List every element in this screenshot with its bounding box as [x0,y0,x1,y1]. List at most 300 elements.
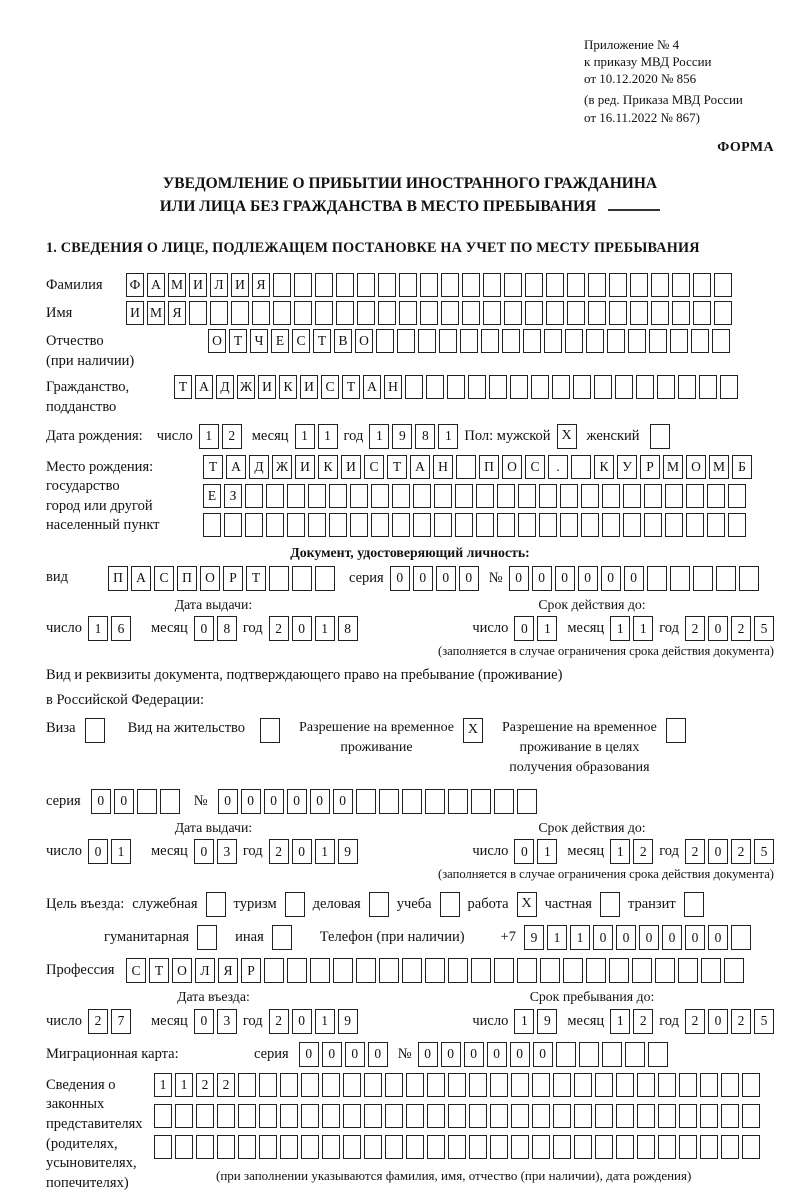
char-box[interactable] [595,1135,613,1159]
char-box[interactable] [707,513,725,537]
char-box[interactable]: Р [241,958,261,983]
char-box[interactable] [350,513,368,537]
char-box[interactable] [517,789,537,814]
char-box[interactable] [350,484,368,508]
char-box[interactable] [210,301,228,325]
char-box[interactable] [724,958,744,983]
char-box[interactable] [728,484,746,508]
char-box[interactable]: Ж [272,455,292,479]
char-box[interactable] [670,566,690,591]
char-box[interactable] [448,789,468,814]
residence-permit-checkbox[interactable] [260,718,280,743]
char-box[interactable] [343,1135,361,1159]
char-box[interactable] [657,375,675,399]
char-box[interactable] [137,789,157,814]
char-box[interactable] [336,301,354,325]
char-box[interactable] [609,301,627,325]
char-box[interactable] [483,273,501,297]
char-box[interactable]: 1 [295,424,315,449]
purpose-tourism-checkbox[interactable] [285,892,305,917]
char-box[interactable] [649,329,667,353]
char-box[interactable]: А [195,375,213,399]
purpose-other-checkbox[interactable] [272,925,292,950]
char-box[interactable]: Н [433,455,453,479]
char-box[interactable]: 0 [639,925,659,950]
char-box[interactable] [406,1073,424,1097]
char-box[interactable] [567,273,585,297]
char-box[interactable] [595,1104,613,1128]
char-box[interactable] [518,513,536,537]
char-box[interactable] [356,958,376,983]
char-box[interactable] [252,301,270,325]
char-box[interactable] [581,513,599,537]
char-box[interactable]: 1 [610,616,630,641]
char-box[interactable] [196,1104,214,1128]
char-box[interactable] [434,484,452,508]
char-box[interactable]: 0 [333,789,353,814]
char-box[interactable]: И [126,301,144,325]
char-box[interactable] [525,273,543,297]
char-box[interactable]: И [231,273,249,297]
char-box[interactable]: 0 [685,925,705,950]
char-box[interactable] [707,484,725,508]
char-box[interactable] [280,1135,298,1159]
char-box[interactable] [553,1104,571,1128]
char-box[interactable]: С [154,566,174,591]
char-box[interactable] [379,789,399,814]
char-box[interactable] [425,789,445,814]
char-box[interactable] [497,513,515,537]
char-box[interactable]: . [548,455,568,479]
char-box[interactable] [556,1042,576,1067]
char-box[interactable] [651,301,669,325]
char-box[interactable]: 1 [315,616,335,641]
char-box[interactable]: 1 [610,1009,630,1034]
char-box[interactable]: 8 [338,616,358,641]
char-box[interactable] [546,301,564,325]
char-box[interactable] [540,958,560,983]
char-box[interactable]: 1 [610,839,630,864]
char-box[interactable] [686,513,704,537]
char-box[interactable] [310,958,330,983]
char-box[interactable] [224,513,242,537]
char-box[interactable]: 9 [524,925,544,950]
char-box[interactable]: 2 [685,1009,705,1034]
char-box[interactable]: 2 [222,424,242,449]
char-box[interactable]: М [147,301,165,325]
char-box[interactable] [712,329,730,353]
char-box[interactable]: 0 [578,566,598,591]
char-box[interactable] [742,1104,760,1128]
temp-residence-checkbox[interactable]: X [463,718,483,743]
char-box[interactable] [231,301,249,325]
char-box[interactable] [588,301,606,325]
char-box[interactable]: 8 [415,424,435,449]
char-box[interactable]: 0 [487,1042,507,1067]
char-box[interactable] [721,1073,739,1097]
char-box[interactable] [648,1042,668,1067]
char-box[interactable]: 2 [633,839,653,864]
char-box[interactable]: О [200,566,220,591]
char-box[interactable]: 1 [111,839,131,864]
char-box[interactable]: 9 [338,1009,358,1034]
char-box[interactable] [301,1073,319,1097]
char-box[interactable] [322,1104,340,1128]
char-box[interactable]: 0 [708,839,728,864]
char-box[interactable] [259,1073,277,1097]
char-box[interactable] [565,329,583,353]
char-box[interactable]: 0 [708,616,728,641]
char-box[interactable]: С [292,329,310,353]
char-box[interactable] [552,375,570,399]
char-box[interactable]: 0 [418,1042,438,1067]
char-box[interactable] [586,958,606,983]
char-box[interactable] [329,513,347,537]
char-box[interactable]: О [172,958,192,983]
char-box[interactable] [294,301,312,325]
char-box[interactable] [560,484,578,508]
char-box[interactable]: С [525,455,545,479]
char-box[interactable] [418,329,436,353]
char-box[interactable] [563,958,583,983]
char-box[interactable]: 0 [218,789,238,814]
char-box[interactable]: 1 [315,839,335,864]
char-box[interactable]: 0 [624,566,644,591]
char-box[interactable] [196,1135,214,1159]
char-box[interactable]: К [318,455,338,479]
char-box[interactable]: И [300,375,318,399]
char-box[interactable] [356,789,376,814]
char-box[interactable] [523,329,541,353]
char-box[interactable]: Е [271,329,289,353]
char-box[interactable] [728,513,746,537]
char-box[interactable] [462,301,480,325]
char-box[interactable] [456,455,476,479]
char-box[interactable]: Т [203,455,223,479]
char-box[interactable]: 0 [555,566,575,591]
char-box[interactable] [301,1135,319,1159]
char-box[interactable] [517,958,537,983]
char-box[interactable] [502,329,520,353]
char-box[interactable] [665,484,683,508]
char-box[interactable]: Б [732,455,752,479]
char-box[interactable] [357,273,375,297]
char-box[interactable] [490,1104,508,1128]
char-box[interactable] [511,1135,529,1159]
char-box[interactable]: Т [174,375,192,399]
char-box[interactable]: Я [218,958,238,983]
char-box[interactable] [273,273,291,297]
char-box[interactable] [623,513,641,537]
char-box[interactable]: Я [252,273,270,297]
char-box[interactable]: 1 [154,1073,172,1097]
char-box[interactable]: 1 [633,616,653,641]
char-box[interactable] [269,566,289,591]
char-box[interactable] [469,1104,487,1128]
char-box[interactable] [287,513,305,537]
char-box[interactable] [469,1135,487,1159]
char-box[interactable] [670,329,688,353]
char-box[interactable] [385,1135,403,1159]
char-box[interactable] [469,1073,487,1097]
char-box[interactable] [609,273,627,297]
char-box[interactable]: Ж [237,375,255,399]
char-box[interactable] [553,1073,571,1097]
char-box[interactable]: 2 [731,1009,751,1034]
char-box[interactable] [399,301,417,325]
char-box[interactable] [406,1104,424,1128]
char-box[interactable]: 1 [369,424,389,449]
char-box[interactable]: Н [384,375,402,399]
char-box[interactable]: 0 [708,925,728,950]
char-box[interactable]: 1 [438,424,458,449]
char-box[interactable] [504,301,522,325]
purpose-humanitarian-checkbox[interactable] [197,925,217,950]
char-box[interactable]: 2 [731,616,751,641]
char-box[interactable] [497,484,515,508]
char-box[interactable] [616,1073,634,1097]
char-box[interactable]: 8 [217,616,237,641]
char-box[interactable] [160,789,180,814]
char-box[interactable] [511,1104,529,1128]
purpose-official-checkbox[interactable] [206,892,226,917]
char-box[interactable] [489,375,507,399]
char-box[interactable] [532,1104,550,1128]
char-box[interactable]: С [126,958,146,983]
char-box[interactable]: 0 [514,839,534,864]
char-box[interactable] [700,1135,718,1159]
char-box[interactable] [448,1073,466,1097]
char-box[interactable] [678,375,696,399]
purpose-study-checkbox[interactable] [440,892,460,917]
char-box[interactable] [623,484,641,508]
char-box[interactable]: 0 [292,839,312,864]
char-box[interactable]: 1 [570,925,590,950]
char-box[interactable] [379,958,399,983]
char-box[interactable]: 9 [338,839,358,864]
char-box[interactable] [238,1073,256,1097]
char-box[interactable] [217,1104,235,1128]
char-box[interactable] [392,513,410,537]
char-box[interactable] [739,566,759,591]
char-box[interactable]: О [355,329,373,353]
char-box[interactable] [679,1104,697,1128]
char-box[interactable] [427,1135,445,1159]
char-box[interactable] [679,1073,697,1097]
char-box[interactable] [716,566,736,591]
char-box[interactable] [573,375,591,399]
char-box[interactable]: О [686,455,706,479]
char-box[interactable] [402,789,422,814]
char-box[interactable] [447,375,465,399]
char-box[interactable]: 2 [685,839,705,864]
char-box[interactable] [343,1073,361,1097]
char-box[interactable] [616,1135,634,1159]
char-box[interactable]: 9 [537,1009,557,1034]
char-box[interactable] [425,958,445,983]
char-box[interactable] [154,1104,172,1128]
char-box[interactable] [700,1073,718,1097]
char-box[interactable] [259,1104,277,1128]
char-box[interactable] [376,329,394,353]
char-box[interactable] [333,958,353,983]
char-box[interactable]: Т [342,375,360,399]
char-box[interactable] [553,1135,571,1159]
sex-female-checkbox[interactable] [650,424,670,449]
char-box[interactable]: Р [640,455,660,479]
char-box[interactable]: 0 [533,1042,553,1067]
char-box[interactable] [399,273,417,297]
char-box[interactable]: 9 [392,424,412,449]
char-box[interactable] [632,958,652,983]
char-box[interactable] [280,1073,298,1097]
char-box[interactable]: 0 [299,1042,319,1067]
char-box[interactable]: Д [216,375,234,399]
char-box[interactable] [490,1135,508,1159]
char-box[interactable] [385,1104,403,1128]
char-box[interactable] [607,329,625,353]
char-box[interactable]: 2 [269,839,289,864]
char-box[interactable] [494,789,514,814]
sex-male-checkbox[interactable]: X [557,424,577,449]
char-box[interactable] [714,301,732,325]
char-box[interactable]: М [709,455,729,479]
char-box[interactable] [602,484,620,508]
char-box[interactable] [217,1135,235,1159]
char-box[interactable] [427,1104,445,1128]
char-box[interactable]: 0 [322,1042,342,1067]
char-box[interactable]: 1 [88,616,108,641]
char-box[interactable] [287,958,307,983]
char-box[interactable]: Ч [250,329,268,353]
char-box[interactable]: 2 [88,1009,108,1034]
char-box[interactable] [426,375,444,399]
char-box[interactable] [693,566,713,591]
char-box[interactable] [651,273,669,297]
char-box[interactable] [357,301,375,325]
char-box[interactable]: 0 [708,1009,728,1034]
char-box[interactable] [413,513,431,537]
char-box[interactable] [378,273,396,297]
char-box[interactable] [371,484,389,508]
char-box[interactable]: Д [249,455,269,479]
char-box[interactable]: 2 [269,616,289,641]
char-box[interactable] [721,1104,739,1128]
char-box[interactable] [273,301,291,325]
char-box[interactable] [329,484,347,508]
char-box[interactable] [742,1135,760,1159]
char-box[interactable] [637,1104,655,1128]
char-box[interactable]: 0 [194,1009,214,1034]
char-box[interactable] [490,1073,508,1097]
char-box[interactable] [259,1135,277,1159]
char-box[interactable]: У [617,455,637,479]
char-box[interactable]: 0 [114,789,134,814]
char-box[interactable] [238,1104,256,1128]
char-box[interactable] [266,513,284,537]
char-box[interactable]: 0 [264,789,284,814]
char-box[interactable]: 1 [315,1009,335,1034]
char-box[interactable]: Л [210,273,228,297]
char-box[interactable] [476,513,494,537]
char-box[interactable]: 0 [287,789,307,814]
char-box[interactable]: 0 [601,566,621,591]
char-box[interactable]: 0 [441,1042,461,1067]
char-box[interactable] [637,1073,655,1097]
char-box[interactable] [504,273,522,297]
char-box[interactable] [364,1104,382,1128]
char-box[interactable] [420,301,438,325]
char-box[interactable] [588,273,606,297]
char-box[interactable] [448,1104,466,1128]
char-box[interactable]: 0 [310,789,330,814]
char-box[interactable]: И [189,273,207,297]
char-box[interactable] [343,1104,361,1128]
char-box[interactable] [714,273,732,297]
char-box[interactable]: 0 [292,616,312,641]
char-box[interactable]: 0 [241,789,261,814]
char-box[interactable]: Я [168,301,186,325]
char-box[interactable]: 2 [217,1073,235,1097]
char-box[interactable] [628,329,646,353]
char-box[interactable]: А [226,455,246,479]
char-box[interactable] [364,1135,382,1159]
char-box[interactable] [315,566,335,591]
char-box[interactable]: А [363,375,381,399]
char-box[interactable]: Ф [126,273,144,297]
char-box[interactable]: Е [203,484,221,508]
char-box[interactable]: 6 [111,616,131,641]
char-box[interactable]: А [147,273,165,297]
char-box[interactable] [637,1135,655,1159]
char-box[interactable] [301,1104,319,1128]
char-box[interactable] [322,1073,340,1097]
char-box[interactable] [385,1073,403,1097]
char-box[interactable]: О [502,455,522,479]
char-box[interactable] [468,375,486,399]
char-box[interactable]: 0 [459,566,479,591]
char-box[interactable]: 0 [593,925,613,950]
char-box[interactable] [532,1135,550,1159]
char-box[interactable] [672,273,690,297]
char-box[interactable] [371,513,389,537]
char-box[interactable] [406,1135,424,1159]
char-box[interactable] [644,513,662,537]
char-box[interactable] [455,484,473,508]
char-box[interactable] [594,375,612,399]
char-box[interactable] [413,484,431,508]
char-box[interactable]: 2 [196,1073,214,1097]
char-box[interactable] [581,484,599,508]
char-box[interactable] [448,958,468,983]
char-box[interactable] [636,375,654,399]
char-box[interactable] [532,1073,550,1097]
char-box[interactable] [462,273,480,297]
char-box[interactable] [539,484,557,508]
char-box[interactable] [392,484,410,508]
char-box[interactable] [665,513,683,537]
char-box[interactable] [280,1104,298,1128]
char-box[interactable] [560,513,578,537]
char-box[interactable]: М [663,455,683,479]
char-box[interactable] [721,1135,739,1159]
char-box[interactable]: 0 [616,925,636,950]
char-box[interactable] [720,375,738,399]
char-box[interactable]: 1 [537,616,557,641]
char-box[interactable] [511,1073,529,1097]
char-box[interactable] [574,1104,592,1128]
char-box[interactable] [544,329,562,353]
